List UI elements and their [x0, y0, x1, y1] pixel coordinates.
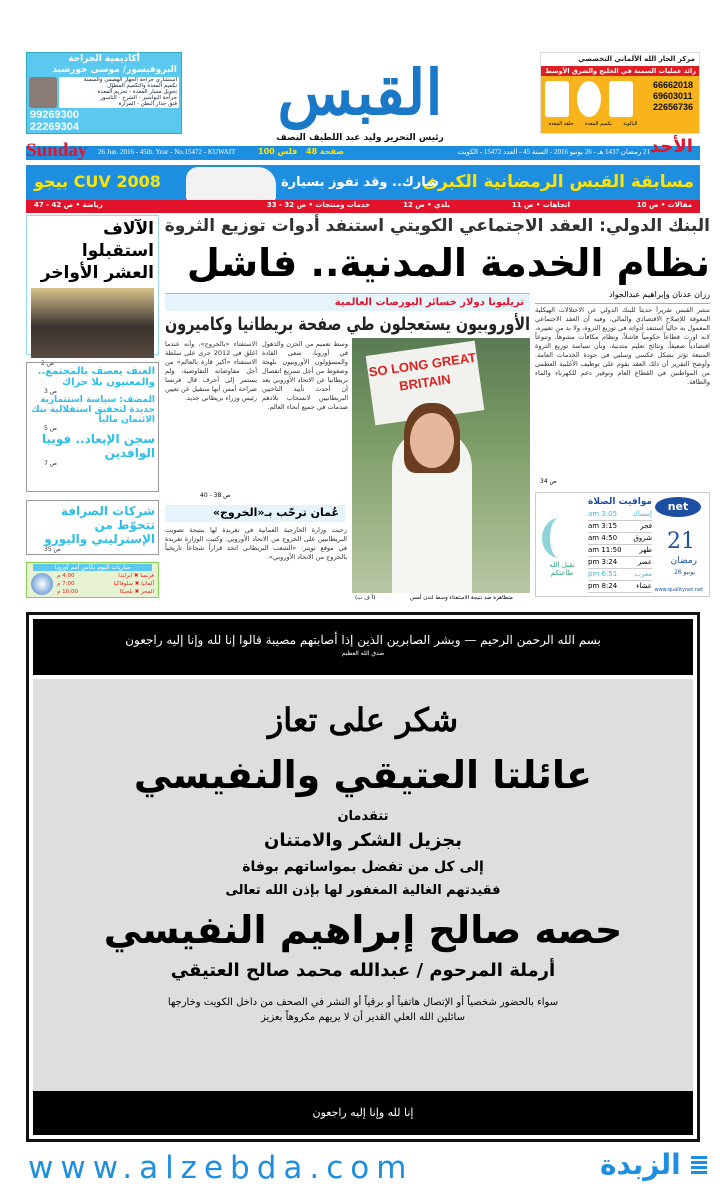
- quran-verse-banner: [33, 619, 693, 675]
- obit-note-1: سواء بالحضور شخصياً أو الإتصال هاتفياً أو برقياً أو النشر في الصحف من داخل الكويت وخارجها: [167, 997, 559, 1008]
- menu-lines-icon: [691, 1156, 707, 1176]
- band-image: [577, 81, 601, 117]
- sections-strip: [26, 200, 700, 213]
- match-time: 7:00 م: [57, 581, 75, 587]
- sidebar-box-last-ten[interactable]: [26, 215, 159, 367]
- prayer-row: [588, 582, 652, 593]
- day-en: Sunday: [26, 140, 88, 161]
- obituary-ad: [26, 612, 700, 1142]
- car-model: بيجو CUV 2008: [34, 172, 161, 191]
- sidebar-box-exchange[interactable]: [26, 500, 159, 555]
- aljarallah-center-ad[interactable]: [540, 52, 700, 134]
- prayer-time: 4:50 am: [588, 534, 618, 542]
- editor-line: رئيس التحرير وليد عبد اللطيف النصف: [276, 133, 444, 143]
- obit-line-1: تتقدمان: [337, 809, 389, 824]
- ad-phone: 69603011: [653, 91, 693, 101]
- match-teams: ألمانيا ✖ سلوفاكيا: [113, 581, 154, 587]
- match-teams: فرنسا ✖ ايرلندا: [118, 573, 154, 579]
- oman-headline[interactable]: عُمان ترحّب بـ«الخروج»: [165, 505, 345, 522]
- page-ref[interactable]: ص 35: [44, 546, 61, 553]
- prayer-name: إمساك: [632, 510, 652, 518]
- page-ref[interactable]: ص 5: [44, 425, 57, 432]
- prayer-row: [588, 558, 652, 569]
- sidebar-item[interactable]: سجن الإبعاد.. فوبيا الوافدين: [41, 432, 155, 460]
- section-link[interactable]: اتجاهات • ص 11: [511, 201, 570, 209]
- mosque-photo: [31, 288, 154, 358]
- stomach-image: [545, 81, 569, 117]
- prayer-name: مغرب: [634, 570, 652, 578]
- main-page-ref[interactable]: ص 34: [540, 478, 557, 485]
- qualitynet-url[interactable]: www.qualitynet.net: [654, 587, 703, 593]
- hijri-day: 21: [667, 529, 695, 554]
- page-count: 48 صفحة: [306, 147, 345, 156]
- ad-phone-2: 22269304: [30, 121, 79, 133]
- day-ar: الأحد: [650, 136, 693, 157]
- prayer-row: [588, 534, 652, 545]
- ad-line: تحويل مسار المعدة - تحزيم المعدة: [97, 89, 177, 95]
- surgery-academy-ad[interactable]: [26, 52, 182, 134]
- prayer-time: 3:15 am: [588, 522, 618, 530]
- prayer-row: [588, 510, 652, 521]
- thanks-calligraphy: شكر على تعاز: [267, 701, 459, 739]
- photo-credit: (أ ف ب): [355, 595, 376, 601]
- verse-footer: صدق الله العظيم: [341, 650, 385, 657]
- match-time: 10:00 م: [57, 589, 79, 595]
- match-teams: المجر ✖ بلجيكا: [119, 589, 154, 595]
- doctor-photo: [29, 77, 57, 108]
- ad-item: البالونة: [623, 121, 638, 127]
- obit-line-3: إلى كل من تفضل بمواساتهم بوفاة: [242, 859, 484, 875]
- families-name: عائلتا العتيقي والنفيسي: [133, 753, 593, 797]
- ad-body: [59, 77, 179, 108]
- prayer-name: ظهر: [639, 546, 652, 554]
- ad-line: جراحة البواسير - الشرخ - الناسور: [100, 95, 177, 101]
- ad-title: مركز الجار الله الألماني التخصصي: [541, 53, 699, 66]
- main-body: تنشر القبس تقريراً حديثاً للبنك الدولي عن الاختلالات الهيكلية المعوقة للإصلاح الاقتصادي والمالي، وفيه أن العقد الاجتماعي المعمول به حالياً استنفد أدواته في توزيع الثروة، ولا بد من تغييره، لانه اورث قطاعاً حكومياً فاشلاً، ونظام مكافآت مشوهاً، وتنوعاً اقتصادياً ضعيفاً، ونتائج تعليم متدنية، وبأن سياسة توزيع الثروة المتبعة تؤثر بشكل عكسي وسلبي في جودة الخدمات العامة. وأوضح التقرير أن ذلك العقد يقوم على توظيف الأغلبية العظمى من المواطنين في القطاع العام وتوفير دعم للكهرباء والماء والطاقة.: [535, 306, 710, 386]
- photo-caption: متظاهرة ضد نتيجة الاستفتاء وسط لندن أمس: [410, 595, 513, 601]
- alqabas-logo[interactable]: القبس: [277, 56, 443, 129]
- ad-line: تكميم المعدة والتكميم المطوّل: [107, 83, 177, 89]
- date-en: 26 Jun. 2016 - 45th. Year - No.15472 - KUWAIT: [98, 148, 236, 156]
- prayer-time: 3:05 am: [588, 510, 618, 518]
- qualitynet-logo: net: [655, 497, 701, 517]
- prayer-times-box: [535, 492, 710, 597]
- ad-item: حلقة المعدة: [548, 121, 574, 127]
- section-link[interactable]: رياضة • ص 42 - 47: [34, 201, 103, 209]
- ad-tagline: رائد عمليات السمنة في الخليج والشرق الأوسط: [541, 66, 699, 76]
- brexit-headline[interactable]: الأوروبيون يستعجلون طي صفحة بريطانيا وكاميرون: [165, 314, 531, 335]
- contest-title: مسابقة القبس الرمضانية الكبرى: [422, 172, 694, 192]
- ad-phone: 66662018: [653, 80, 694, 90]
- date-bar: [26, 146, 700, 160]
- ramadan-contest-banner[interactable]: [26, 165, 700, 201]
- section-link[interactable]: بلدي • ص 12: [403, 201, 450, 209]
- alzebda-logo[interactable]: [600, 1148, 707, 1181]
- prayer-row: [588, 546, 652, 557]
- logo-text: الزبدة: [600, 1148, 681, 1181]
- main-headline[interactable]: نظام الخدمة المدنية.. فاشل: [186, 241, 710, 285]
- sidebar-item[interactable]: المضف: سياسة استثمارية جديدة لتحقيق استقلالية بنك الائتمان مالياً: [31, 395, 155, 425]
- page-ref[interactable]: ص 7: [44, 460, 57, 467]
- ad-subtitle: استشاري جراحة الجهاز الهضمي والسمنة: [83, 77, 177, 83]
- ad-phone: 22656736: [653, 102, 694, 112]
- deceased-name: حصه صالح إبراهيم النفيسي: [103, 908, 623, 952]
- protester-face: [410, 413, 454, 468]
- sidebar-item[interactable]: العنف يعصف بالمجتمع.. والمعنيون بلا حراك: [37, 366, 155, 388]
- ad-line: فتق جدار البطن - المرارة: [118, 101, 177, 107]
- protester-photo: [352, 338, 530, 593]
- ad-items: [543, 121, 643, 127]
- price: 100 فلس: [258, 147, 298, 156]
- crescent-icon: [542, 518, 576, 558]
- hijri-month: رمضان: [670, 556, 697, 566]
- prayer-time: 8:24 pm: [588, 582, 618, 590]
- section-link[interactable]: مقالات • ص 10: [636, 201, 692, 209]
- sidebar-title: الآلاف استقبلوا العشر الأواخر: [40, 219, 154, 283]
- ad-doctor: البروفيسور/ موسى خورشيد: [52, 65, 177, 75]
- greg-date: 26 يونيو: [674, 569, 695, 576]
- obituary-body: [33, 679, 693, 1091]
- widow-line: أرملة المرحوم / عبدالله محمد صالح العتيقي: [170, 960, 556, 981]
- sidebar-box-local: [26, 362, 159, 492]
- brexit-col-2: الاستفتاء «بالخروج»، وأنه عندما اغلق في 2012 جرى على سلطة الاستفتاء «أكبر قارة بالعالم» من أجل مفاوضاته التفاوضية، ولم يستمر إلى أحرف قال فرنسا صراحة أمس أنها ستقيل عن تعيين رئيس وزراء بريطاني جديد.: [165, 340, 257, 402]
- protest-sign: SO LONG GREAT BRITAIN: [366, 341, 485, 426]
- brexit-subhead: تريليونا دولار خسائر البورصات العالمية: [165, 293, 530, 311]
- obit-line-2: بجزيل الشكر والامتنان: [264, 830, 462, 851]
- prayer-name: عشاء: [636, 582, 652, 590]
- euro-matches-box: [26, 562, 159, 598]
- ad-title: أكاديمية الجراحة: [68, 54, 140, 64]
- ad-item: تكميم المعدة: [585, 121, 612, 127]
- prayer-row: [588, 522, 652, 533]
- match-time: 4:00 م: [57, 573, 75, 579]
- obit-note-2: سائلين الله العلي القدير أن لا يريهم مكروهاً بعزيز: [261, 1012, 465, 1023]
- main-kicker: البنك الدولي: العقد الاجتماعي الكويتي استنفد أدوات توزيع الثروة: [164, 216, 710, 236]
- sidebar-item: شركات الصرافة تتحوّط من الإسترليني واليورو: [44, 504, 155, 546]
- prayer-time: 3:24 pm: [588, 558, 618, 566]
- matches-title: مباريات اليوم بكأس أمم أوروبا: [33, 564, 152, 571]
- prayer-row: [588, 570, 652, 581]
- contest-middle: شارك.. وقد تفوز بسيارة: [281, 175, 439, 190]
- verse-text: بسم الله الرحمن الرحيم — وبشر الصابرين الذين إذا أصابتهم مصيبة قالوا إنا لله وإنا إليه راجعون: [125, 633, 601, 647]
- obit-line-4: فقيدتهم الغالية المغفور لها بإذن الله تعالى: [225, 883, 501, 898]
- blessing-text: تقبل الله طاعتكم: [549, 561, 575, 577]
- prayer-time: 6:51 pm: [588, 570, 618, 578]
- byline: رزان عدنان وإبراهيم عبدالجواد: [535, 290, 710, 304]
- prayer-time: 11:50 am: [588, 546, 622, 554]
- balloon-image: [609, 81, 633, 117]
- brexit-col-1: وسط تعميم من الحزن والذهول في أوروبا، سعى القادة والمسؤولون الأوروبيون بلهجة وضغوط من أجل تسريع انفصال بريطانيا عن الاتحاد الأوروبي بعد أن أحدث تأييد الناخبين البريطانيين لانسحاب بلادهم صدمات في جميع أنحاء العالم.: [262, 340, 348, 411]
- closing-verse: إنا لله وإنا إليه راجعون: [33, 1091, 693, 1135]
- brexit-page-ref[interactable]: ص 38 - 40: [200, 492, 231, 499]
- prayer-name: فجر: [640, 522, 652, 530]
- football-icon: [31, 573, 53, 595]
- ad-phone-1: 99269300: [30, 109, 79, 121]
- prayer-title: مواقيت الصلاة: [588, 497, 653, 507]
- prayer-name: عصر: [637, 558, 652, 566]
- prayer-name: شروق: [633, 534, 652, 542]
- oman-body: رحبت وزارة الخارجية العمانية في تغريدة لها بنتيجة تصويت البريطانيين على الخروج من الاتحاد الأوروبي. وكتبت الوزارة تغريدة في موقع تويتر: «الشعب البريطاني اتخذ قراراً شجاعاً تاريخياً بالخروج من الاتحاد الأوروبي».: [165, 526, 347, 561]
- section-link[interactable]: خدمات ومنتجات • ص 32 - 33: [266, 201, 370, 209]
- site-url[interactable]: www.alzebda.com: [28, 1150, 414, 1186]
- ad-phones: [653, 80, 693, 113]
- page-ref[interactable]: ص 3: [44, 388, 57, 395]
- date-ar: 21 رمضان 1437 هـ - 26 يونيو 2016 - السنة 45 - العدد 15472 - الكويت: [457, 148, 650, 156]
- page-ref[interactable]: ص 2: [41, 360, 54, 367]
- car-image: [186, 167, 276, 201]
